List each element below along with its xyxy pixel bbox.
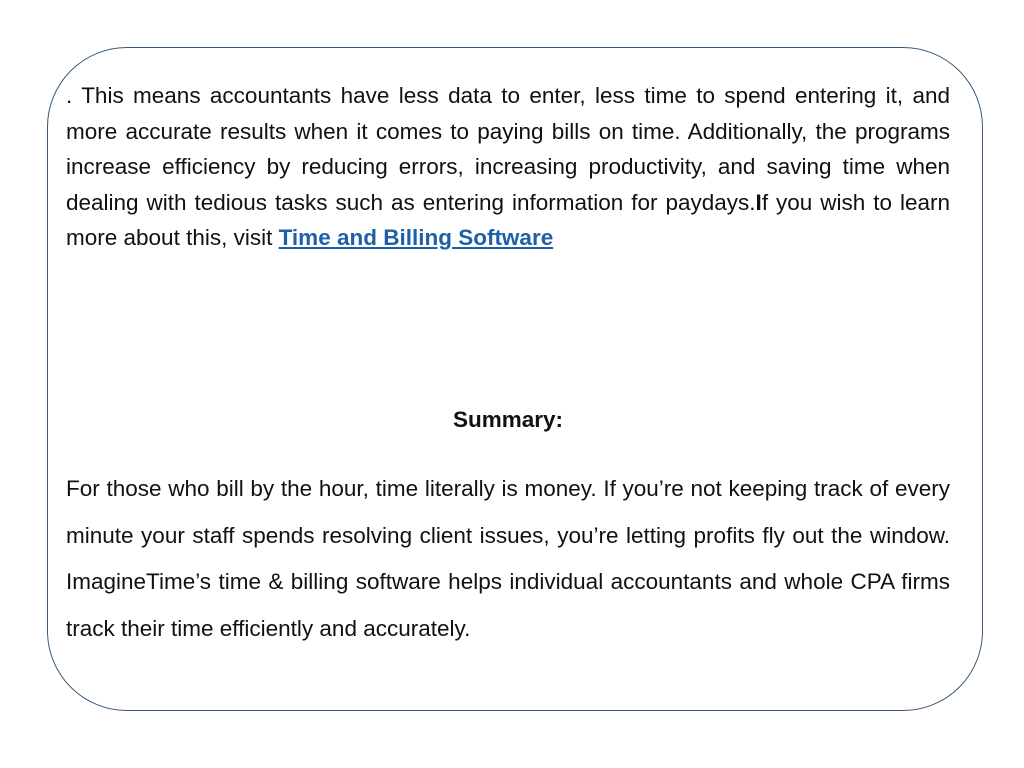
content-area [66,78,950,256]
summary-heading: Summary: [452,407,564,432]
paragraph-summary: For those who bill by the hour, time literally is money. If you’re not keeping track of every minute your staff spends resolving client issues, you’re letting profits fly out the window. ImagineTime’s time & billing software helps individual accountants and whole CPA firms track their time efficiently and accurately. [66,476,950,641]
paragraph-intro-tail: f you wish to learn more about this, visit [66,189,951,250]
paragraph-intro-bold-char: I [755,189,762,215]
paragraph-intro-text: . This means accountants have less data to enter, less time to spend entering it, and more accurate results when it comes to paying bills on time. Additionally, the programs increase efficiency by reducing errors, increasing productivity, and saving time when dealing with tedious tasks such as entering information for paydays. [66,83,950,215]
paragraph-intro [66,78,950,256]
time-and-billing-software-link[interactable]: Time and Billing Software [278,225,554,250]
